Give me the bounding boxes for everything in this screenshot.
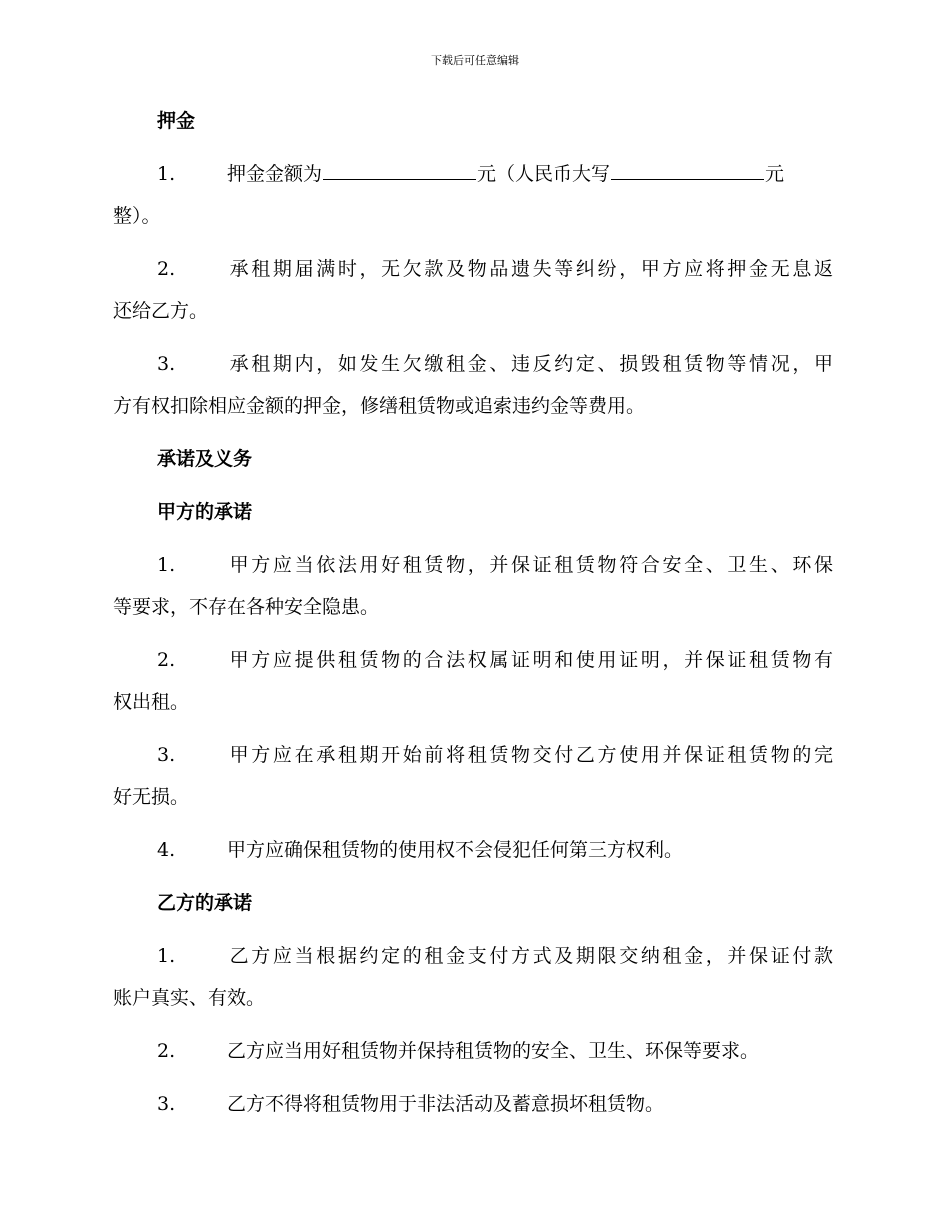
item-number: 3.: [157, 353, 176, 375]
item-text: 甲方应提供租赁物的合法权属证明和使用证明，并保证租赁物有: [227, 649, 833, 671]
item-number: 4.: [157, 839, 176, 861]
item-number: 3.: [157, 1093, 176, 1115]
deposit-amount-blank: [323, 161, 476, 180]
item-text: 甲方应确保租赁物的使用权不会侵犯任何第三方权利。: [227, 839, 684, 861]
item-number: 3.: [157, 744, 176, 766]
party-a-item-2: [113, 647, 833, 715]
item-text-cont: 还给乙方。: [113, 300, 209, 322]
party-a-item-3: [113, 742, 833, 810]
item-text-cont: 等要求，不存在各种安全隐患。: [113, 596, 380, 618]
party-a-item-4: [113, 837, 833, 863]
page-header: 下载后可任意编辑: [431, 54, 519, 67]
party-a-item-1: [113, 552, 833, 620]
deposit-amount-unit: 元（人民币大写: [477, 163, 611, 185]
item-text: 乙方应当用好租赁物并保持租赁物的安全、卫生、环保等要求。: [227, 1040, 760, 1062]
deposit-amount-label: 押金金额为: [227, 163, 323, 185]
deposit-item-3: [113, 351, 833, 419]
item-number: 2.: [157, 649, 176, 671]
subsection-heading-party-a: 甲方的承诺: [157, 501, 253, 523]
deposit-item-2: [113, 256, 833, 324]
item-number: 1.: [157, 554, 176, 576]
party-b-item-3: [113, 1091, 833, 1117]
deposit-amount-unit-2: 元: [765, 163, 785, 185]
item-text: 甲方应当依法用好租赁物，并保证租赁物符合安全、卫生、环保: [227, 554, 833, 576]
party-b-item-1: [113, 943, 833, 1011]
party-b-item-2: [113, 1038, 833, 1064]
item-text-cont: 账户真实、有效。: [113, 987, 266, 1009]
item-text: 甲方应在承租期开始前将租赁物交付乙方使用并保证租赁物的完: [227, 744, 833, 766]
item-text-cont: 好无损。: [113, 786, 190, 808]
deposit-item-1-cont: 整）。: [113, 205, 161, 227]
section-heading-deposit: 押金: [157, 110, 196, 132]
item-number: 1.: [157, 945, 176, 967]
deposit-amount-uppercase-blank: [611, 161, 764, 180]
subsection-heading-party-b: 乙方的承诺: [157, 892, 253, 914]
section-heading-commitments: 承诺及义务: [157, 448, 253, 470]
item-text-cont: 方有权扣除相应金额的押金，修缮租赁物或追索违约金等费用。: [113, 395, 646, 417]
item-text: 乙方应当根据约定的租金支付方式及期限交纳租金，并保证付款: [227, 945, 833, 967]
item-number: 1.: [157, 163, 176, 185]
deposit-item-1: [113, 161, 833, 229]
item-text: 承租期届满时，无欠款及物品遗失等纠纷，甲方应将押金无息返: [227, 258, 833, 280]
item-number: 2.: [157, 258, 176, 280]
item-text: 乙方不得将租赁物用于非法活动及蓄意损坏租赁物。: [227, 1093, 665, 1115]
item-text-cont: 权出租。: [113, 691, 190, 713]
item-text: 承租期内，如发生欠缴租金、违反约定、损毁租赁物等情况，甲: [227, 353, 833, 375]
document-body: [113, 108, 833, 1144]
item-number: 2.: [157, 1040, 176, 1062]
